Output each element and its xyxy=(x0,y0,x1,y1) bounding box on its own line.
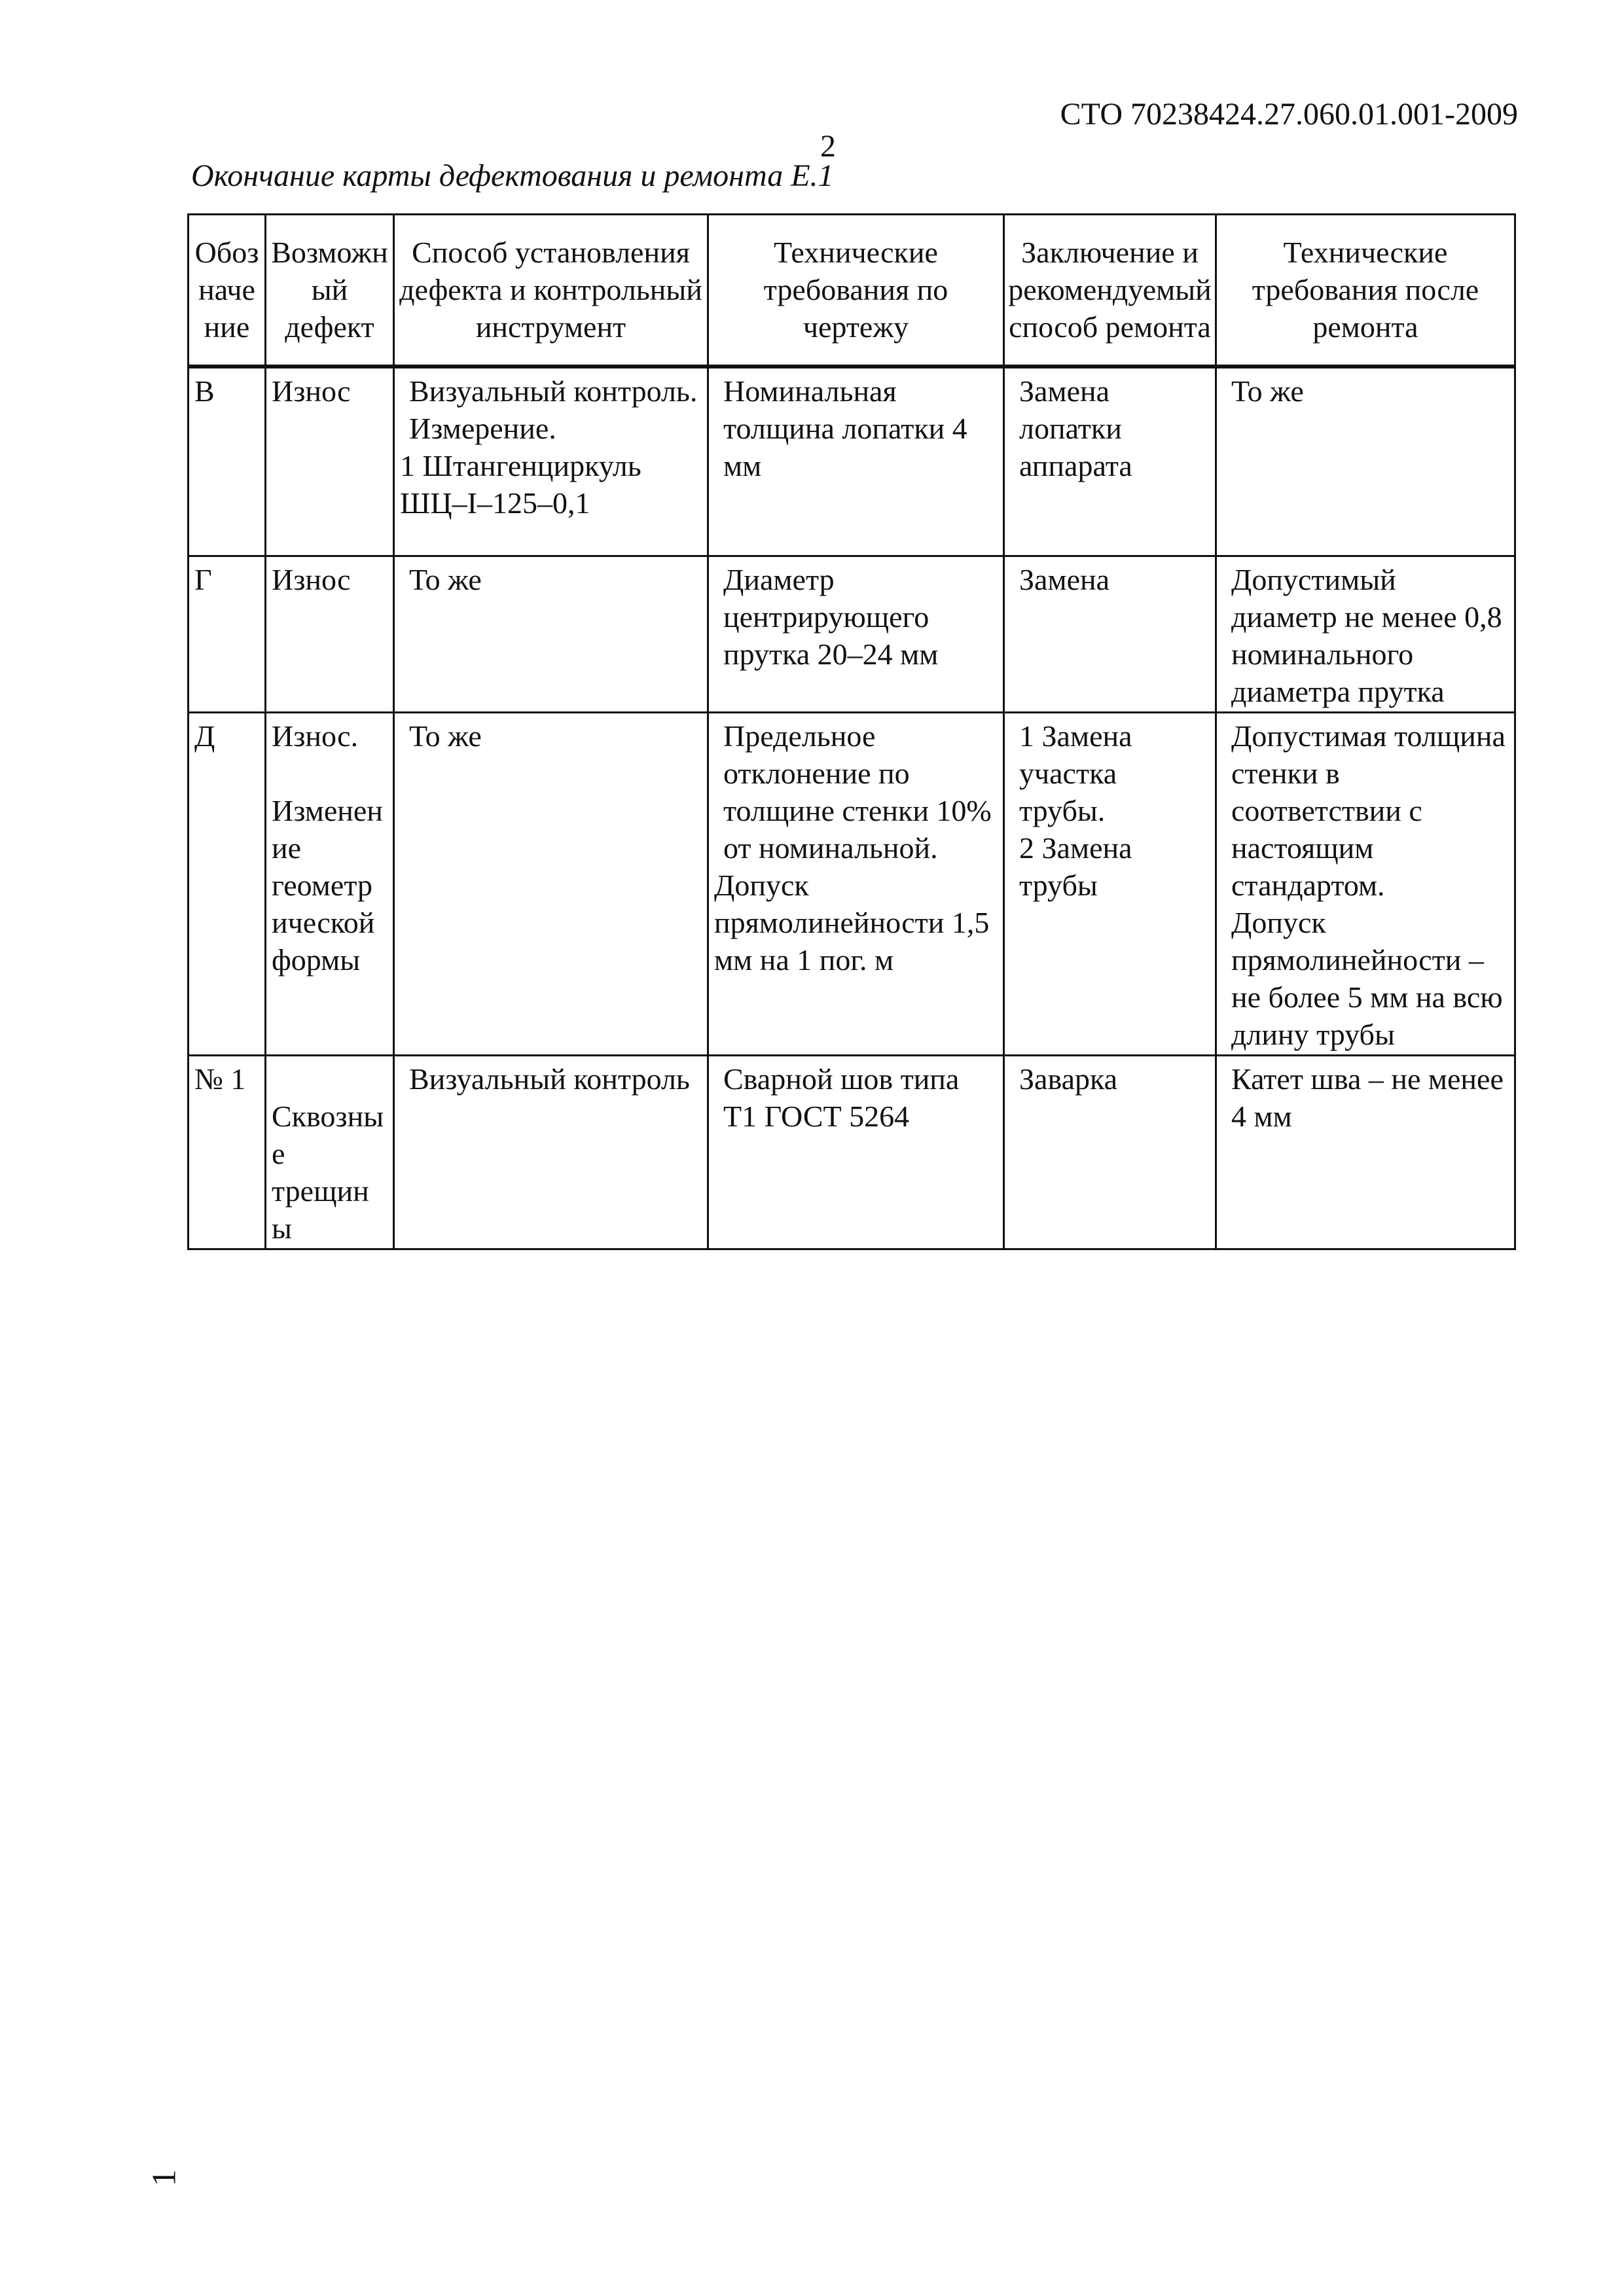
cell-drawing-requirements: Сварной шов типа Т1 ГОСТ 5264 xyxy=(708,1056,1004,1249)
cell-drawing-requirements: Диаметр центрирующего прутка 20–24 мм xyxy=(708,556,1004,713)
page-number: 2 xyxy=(820,129,836,164)
cell-after-repair: Допустимая толщина стенки в соответствии с настоящим стандартом. Допуск прямолинейности – не более 5 мм на всю длину трубы xyxy=(1216,713,1515,1056)
cell-after-repair: Катет шва – не менее 4 мм xyxy=(1216,1056,1515,1249)
cell-conclusion: Замена лопатки аппарата xyxy=(1004,367,1216,556)
col-header-after-repair: Технические требования после ремонта xyxy=(1216,215,1515,367)
document-code: СТО 70238424.27.060.01.001-2009 xyxy=(1060,97,1518,132)
col-header-conclusion: Заключение и рекомендуемый способ ремонта xyxy=(1004,215,1216,367)
cell-method: То же xyxy=(394,713,708,1056)
table-header-row xyxy=(189,215,1515,367)
cell-defect: Сквозные трещины xyxy=(266,1056,394,1249)
cell-method: Визуальный контроль xyxy=(394,1056,708,1249)
cell-method: То же xyxy=(394,556,708,713)
col-header-method: Способ установления дефекта и контрольный инструмент xyxy=(394,215,708,367)
table-row xyxy=(189,1056,1515,1249)
defect-repair-table xyxy=(187,213,1516,1250)
table-row xyxy=(189,713,1515,1056)
cell-conclusion: Заварка xyxy=(1004,1056,1216,1249)
col-header-drawing-requirements: Технические требования по чертежу xyxy=(708,215,1004,367)
cell-designation: В xyxy=(189,367,266,556)
cell-defect: Износ xyxy=(266,556,394,713)
col-header-defect: Возможный дефект xyxy=(266,215,394,367)
table-row xyxy=(189,556,1515,713)
cell-designation: № 1 xyxy=(189,1056,266,1249)
cell-defect: Износ xyxy=(266,367,394,556)
cell-drawing-requirements: Номинальная толщина лопатки 4 мм xyxy=(708,367,1004,556)
table-row xyxy=(189,367,1515,556)
col-header-designation: Обозначение xyxy=(189,215,266,367)
cell-after-repair: То же xyxy=(1216,367,1515,556)
cell-method: Визуальный контроль. Измерение. 1 Штангенциркуль ШЦ–I–125–0,1 xyxy=(394,367,708,556)
cell-designation: Г xyxy=(189,556,266,713)
cell-conclusion: Замена xyxy=(1004,556,1216,713)
cell-designation: Д xyxy=(189,713,266,1056)
cell-defect: Износ. Изменение геометрической формы xyxy=(266,713,394,1056)
margin-mark: 1 xyxy=(145,2169,183,2187)
cell-drawing-requirements: Предельное отклонение по толщине стенки 10% от номинальной. Допуск прямолинейности 1,5 мм на 1 пог. м xyxy=(708,713,1004,1056)
cell-conclusion: 1 Замена участка трубы. 2 Замена трубы xyxy=(1004,713,1216,1056)
table-caption: Окончание карты дефектования и ремонта Е.1 xyxy=(191,158,834,193)
cell-after-repair: Допустимый диаметр не менее 0,8 номинального диаметра прутка xyxy=(1216,556,1515,713)
